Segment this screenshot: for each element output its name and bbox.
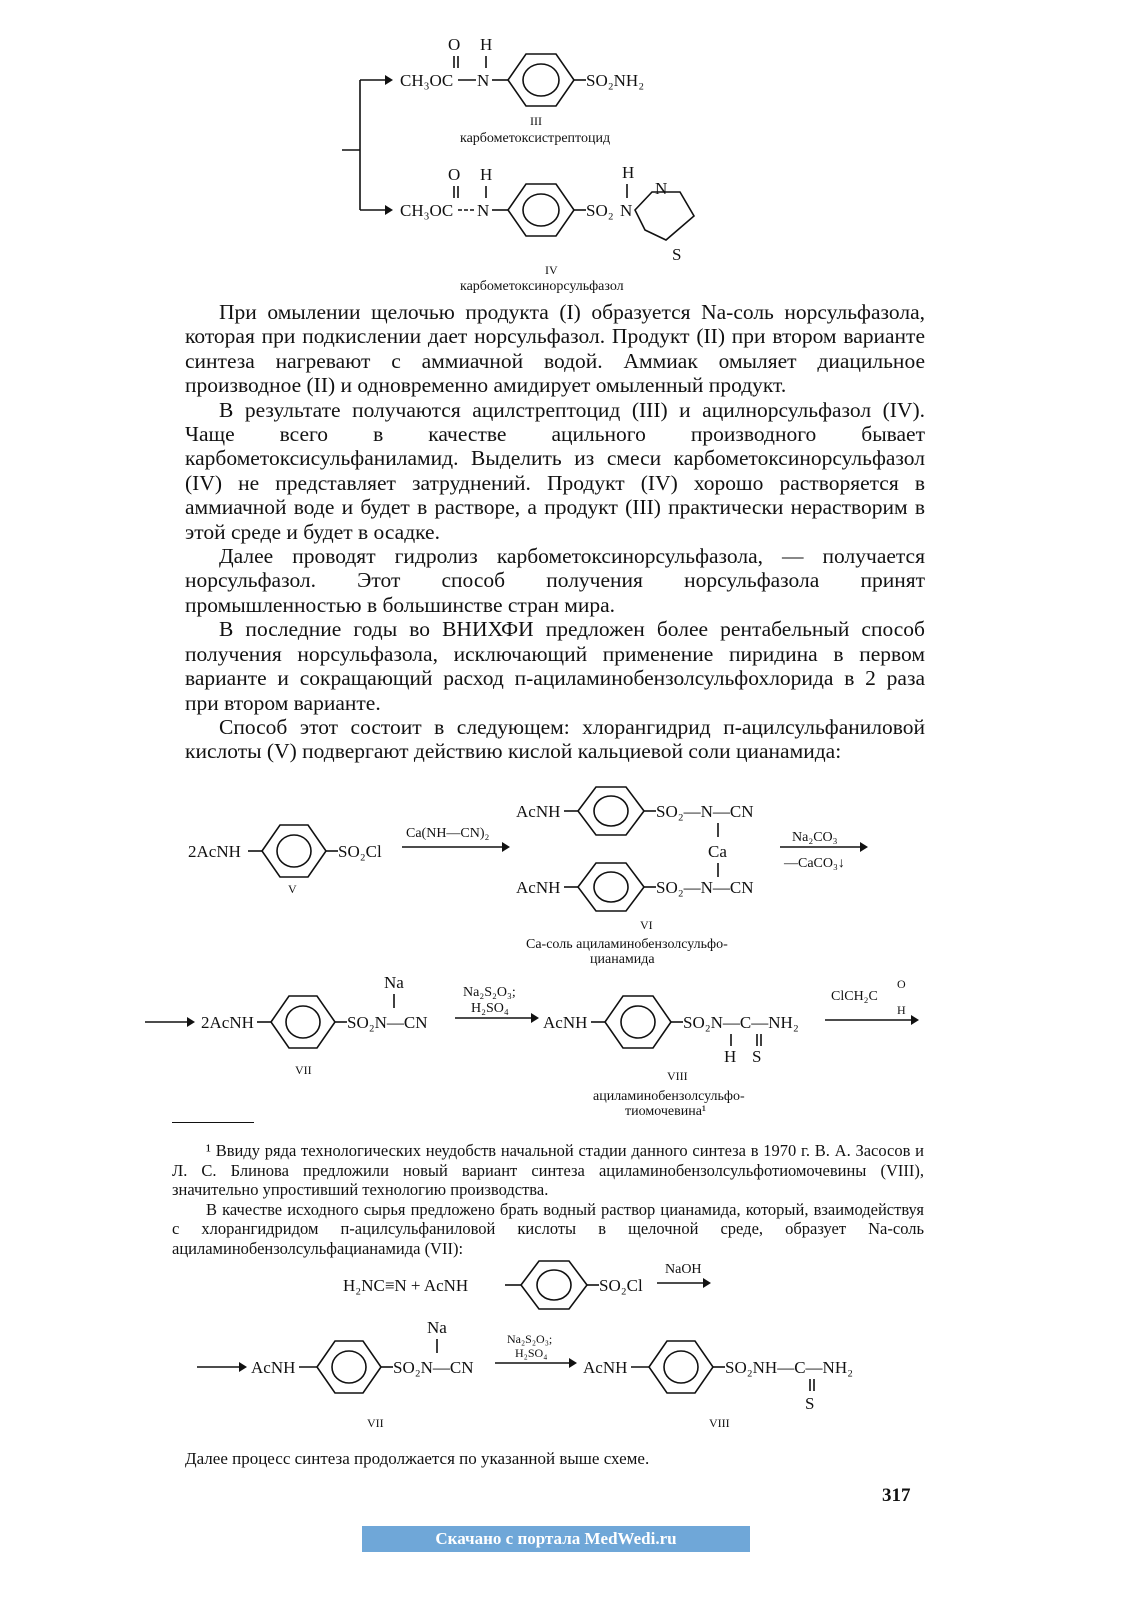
compound-number: III: [530, 114, 542, 128]
page-number: 317: [882, 1485, 911, 1506]
reagent-label: ClCH₂C: [831, 989, 878, 1004]
body-text: [185, 300, 925, 764]
compound-number: V: [288, 882, 297, 896]
acnh-label: AcNH: [516, 802, 561, 821]
sulfonyl-chloride-label: SO₂Cl: [338, 842, 382, 861]
paragraph: Способ этот состоит в следующем: хлорангидрид п-ацилсульфаниловой кислоты (V) подвергают действию кислой кальциевой соли цианамида:: [185, 714, 925, 764]
oxygen-label: O: [897, 977, 906, 991]
sodium-label: Na: [427, 1318, 447, 1337]
reactant-label: 2AcNH: [188, 842, 241, 861]
paragraph: В результате получаются ацилстрептоцид (III) и ацилнорсульфазол (IV). Чаще всего в качестве ацильного производного бывает карбометоксисульфаниламид. Выделить из смеси карбометоксинорсульфазол (IV) не представляет затруднений. Продукт (IV) хорошо растворяется в аммиачной воде и будет в растворе, а продукт (III) практически нерастворим в этой среде и будет в осадке.: [185, 397, 925, 544]
thiazole-ring-icon: [635, 192, 694, 240]
compound-name: карбометоксистрептоцид: [460, 131, 611, 146]
sulfonamide-label: SO₂NH₂: [586, 71, 645, 90]
oxygen-label: O: [448, 165, 461, 184]
sulfur-label: S: [752, 1047, 762, 1066]
scheme-top: [330, 30, 780, 295]
acnh-label: AcNH: [251, 1358, 296, 1377]
compound-number: VII: [295, 1063, 312, 1077]
compound-name: цианамида: [590, 952, 655, 967]
paragraph: Далее проводят гидролиз карбометоксинорсульфазола, — получается норсульфазол. Этот способ получения норсульфазола принят промышленностью в большинстве стран мира.: [185, 544, 925, 617]
paragraph: В последние годы во ВНИХФИ предложен более рентабельный способ получения норсульфазола, исключающий применение пиридина в первом варианте и сокращающий расход п-ациламинобензолсульфохлорида в 2 раза при втором варианте.: [185, 617, 925, 715]
oxygen-label: O: [448, 35, 461, 54]
sulfonylcyanamide-label: SO₂—N—CN: [656, 878, 754, 897]
benzene-ring-icon: [521, 1261, 587, 1309]
compound-name: Ca-соль ациламинобензолсульфо-: [526, 937, 728, 952]
compound-number: VIII: [667, 1069, 688, 1083]
sulfur-label: S: [672, 245, 682, 264]
sulfonylcyanamide-label: SO₂N—CN: [347, 1013, 428, 1032]
reagent-label: Na₂S₂O₃;: [463, 985, 516, 1000]
nitrogen-label: N: [655, 179, 668, 198]
hydrogen-label: H: [897, 1003, 906, 1017]
benzene-ring-icon: [262, 825, 326, 877]
hydrogen-label: H: [480, 35, 493, 54]
compound-name: тиомочевина¹: [625, 1104, 707, 1119]
paragraph: При омылении щелочью продукта (I) образуется Na-соль норсульфазола, которая при подкислении дает норсульфазол. Продукт (II) при втором варианте синтеза нагревают с аммиачной водой. Аммиак омыляет диацильное производное (II) и одновременно амидирует омыленный продукт.: [185, 300, 925, 398]
hydrogen-label: H: [622, 163, 635, 182]
acnh-label: AcNH: [543, 1013, 588, 1032]
acnh-label: AcNH: [516, 878, 561, 897]
reagent-label: Ca(NH—CN)₂: [406, 826, 490, 841]
benzene-ring-icon: [649, 1341, 713, 1393]
sodium-label: Na: [384, 973, 404, 992]
acnh-label: AcNH: [583, 1358, 628, 1377]
closing-sentence: Далее процесс синтеза продолжается по указанной выше схеме.: [185, 1449, 650, 1468]
sulfonylcyanamide-label: SO₂N—CN: [393, 1358, 474, 1377]
compound-number: VII: [367, 1416, 384, 1430]
nitrogen-label: N: [477, 201, 490, 220]
footnote-rule: [172, 1122, 254, 1123]
compound-name: карбометоксинорсульфазол: [460, 279, 624, 294]
reagent-label: H₂SO₄: [471, 1001, 509, 1016]
reactant-label: 2AcNH: [201, 1013, 254, 1032]
nitrogen-label: N: [620, 201, 633, 220]
footnote: [172, 1141, 924, 1259]
reagent-label: NaOH: [665, 1262, 702, 1277]
compound-name: ациламинобензолсульфо-: [593, 1089, 745, 1104]
scheme-thiourea: [145, 972, 925, 1122]
thiourea-label: SO₂N—C—NH₂: [683, 1013, 799, 1032]
benzene-ring-icon: [508, 54, 574, 106]
calcium-label: Ca: [708, 842, 727, 861]
footnote-paragraph: ¹ Ввиду ряда технологических неудобств начальной стадии данного синтеза в 1970 г. В. А. Засосов и Л. С. Блинова предложили новый вариант синтеза ациламинобензолсульфотиомочевины (VIII), значительно упростивший технологию производства.: [172, 1141, 924, 1200]
hydrogen-label: H: [480, 165, 493, 184]
reagent-label: Na₂S₂O₃;: [507, 1332, 553, 1346]
sulfur-label: S: [805, 1394, 815, 1413]
ch3oc-label: CH₃OC: [400, 71, 454, 90]
benzene-ring-icon: [605, 996, 671, 1048]
reagent-label: Na₂CO₃: [792, 830, 838, 845]
thiourea-label: SO₂NH—C—NH₂: [725, 1358, 854, 1377]
scheme-calcium-salt: [180, 785, 900, 970]
reagent-label: —CaCO₃↓: [784, 856, 845, 871]
benzene-ring-icon: [578, 863, 644, 911]
reagent-label: H₂SO₄: [515, 1346, 548, 1360]
sulfonylcyanamide-label: SO₂—N—CN: [656, 802, 754, 821]
benzene-ring-icon: [508, 184, 574, 236]
scheme-footnote: [195, 1255, 895, 1445]
compound-number: VIII: [709, 1416, 730, 1430]
ch3oc-label: CH₃OC: [400, 201, 454, 220]
benzene-ring-icon: [578, 787, 644, 835]
download-banner[interactable]: Скачано с портала MedWedi.ru: [362, 1526, 750, 1552]
nitrogen-label: N: [477, 71, 490, 90]
hydrogen-label: H: [724, 1047, 737, 1066]
benzene-ring-icon: [317, 1341, 381, 1393]
compound-number: IV: [545, 263, 558, 277]
compound-number: VI: [640, 918, 653, 932]
benzene-ring-icon: [271, 996, 335, 1048]
sulfonyl-chloride-label: SO₂Cl: [599, 1276, 643, 1295]
reactant-label: H₂NC≡N + AcNH: [343, 1276, 469, 1295]
footnote-paragraph: В качестве исходного сырья предложено брать водный раствор цианамида, который, взаимодействуя с хлорангидридом п-ацилсульфаниловой кислоты в щелочной среде, образует Na-соль ациламинобензолсульфацианамида (VII):: [172, 1199, 924, 1258]
so2-label: SO₂: [586, 201, 614, 220]
